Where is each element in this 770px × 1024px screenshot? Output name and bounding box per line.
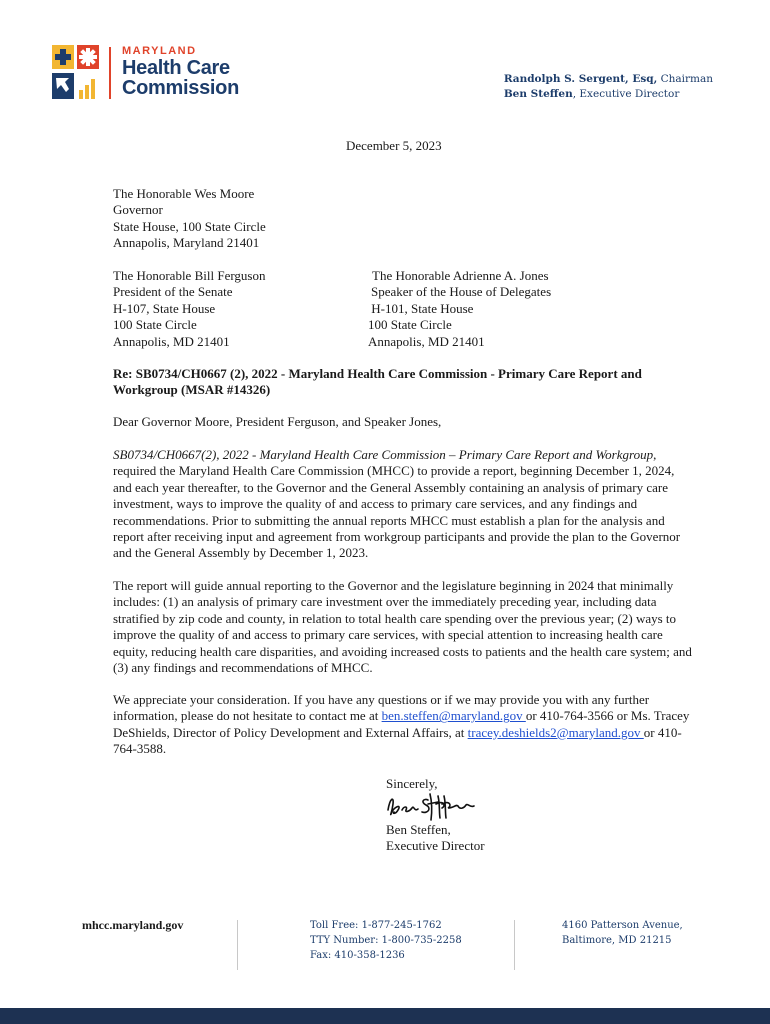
footer-divider bbox=[514, 920, 515, 970]
address-line: Speaker of the House of Delegates bbox=[371, 284, 552, 300]
address-line: Annapolis, MD 21401 bbox=[368, 333, 485, 349]
footer-bar bbox=[0, 1008, 770, 1024]
paragraph-2: The report will guide annual reporting to the Governor and the legislature beginning in 2024 that minimally includes: (1) an analysis of primary care investment over the immediately preceding year, including data stratified by zip code and county, in relation to total health care spending over the previous year; (2) ways to improve the quality of and access to primary care services, with special attention to increasing health care equity, reducing health care disparities, and avoiding increased costs to patients and the health care system; and (3) any findings and recommendations of MHCC. bbox=[113, 578, 692, 676]
mhcc-logo bbox=[52, 45, 252, 103]
footer-divider bbox=[237, 920, 238, 970]
recipient-senate bbox=[113, 268, 266, 350]
recipient-house bbox=[368, 268, 551, 350]
paragraph-3 bbox=[113, 692, 693, 758]
address-line: The Honorable Adrienne A. Jones bbox=[372, 268, 549, 283]
footer-contact bbox=[310, 918, 462, 963]
footer-address-line: 4160 Patterson Avenue, bbox=[562, 920, 683, 931]
logo-divider bbox=[109, 47, 111, 99]
address-line: State House, 100 State Circle bbox=[113, 218, 266, 234]
paragraph-3-text-b: or 410-764-3566 or Ms. Tracey DeShields, Director of Policy Development and External Affairs, at bbox=[113, 708, 690, 740]
address-line: 100 State Circle bbox=[368, 317, 452, 333]
bill-title: SB0734/CH0667(2), 2022 - Maryland Health Care Commission – Primary Care Report and Workgroup bbox=[113, 447, 654, 462]
logo-line2: Commission bbox=[122, 77, 240, 99]
address-line: H-107, State House bbox=[113, 300, 216, 316]
footer-address-line: Baltimore, MD 21215 bbox=[562, 935, 672, 946]
paragraph-1-text: , required the Maryland Health Care Commission (MHCC) to provide a report, beginning December 1, 2024, and each year thereafter, to the Governor and the General Assembly containing an analysis of primary care investment, ways to improve the quality of and access to primary care services, and any findings and recommendations. Prior to submitting the annual reports MHCC must establish a plan for the analysis and report after receiving input and agreement from workgroup participants and provide the plan to the Governor and the General Assembly by December 1, 2023. bbox=[113, 447, 681, 561]
officer-name: Randolph S. Sergent, Esq, bbox=[503, 73, 658, 85]
paragraph-3-text-c: or 410-764-3588. bbox=[113, 724, 682, 757]
mhcc-logo-mark-icon bbox=[52, 45, 100, 99]
officer-title: , Executive Director bbox=[572, 88, 680, 100]
address-line: H-101, State House bbox=[368, 300, 474, 316]
footer-toll-free: Toll Free: 1-877-245-1762 bbox=[310, 920, 442, 931]
address-line: President of the Senate bbox=[113, 284, 233, 300]
footer-address bbox=[562, 918, 683, 948]
letter-date: December 5, 2023 bbox=[346, 138, 442, 153]
logo-state: MARYLAND bbox=[122, 45, 197, 57]
closing: Sincerely, bbox=[386, 776, 438, 791]
address-line: Governor bbox=[113, 202, 163, 218]
email-link-steffen[interactable]: ben.steffen@maryland.gov bbox=[381, 708, 526, 724]
officers-block bbox=[504, 72, 713, 102]
officer-director bbox=[504, 87, 713, 102]
signer-name: Ben Steffen, bbox=[386, 822, 451, 837]
officer-name: Ben Steffen bbox=[503, 88, 573, 100]
address-line: The Honorable Bill Ferguson bbox=[113, 268, 266, 283]
footer-tty: TTY Number: 1-800-735-2258 bbox=[310, 935, 462, 946]
officer-title: Chairman bbox=[660, 73, 713, 85]
email-link-deshields[interactable]: tracey.deshields2@maryland.gov bbox=[467, 724, 644, 740]
signer-block bbox=[386, 822, 485, 855]
footer-website[interactable]: mhcc.maryland.gov bbox=[82, 918, 184, 932]
paragraph-1 bbox=[113, 447, 693, 562]
address-line: Annapolis, MD 21401 bbox=[113, 333, 230, 349]
address-line: The Honorable Wes Moore bbox=[113, 186, 255, 201]
paragraph-3-text-a: We appreciate your consideration. If you have any questions or if we may provide you with any further information, please do not hesitate to contact me at bbox=[113, 692, 650, 724]
address-line: Annapolis, Maryland 21401 bbox=[113, 235, 260, 251]
subject-line: Re: SB0734/CH0667 (2), 2022 - Maryland Health Care Commission - Primary Care Report and Workgroup (MSAR #14326) bbox=[113, 366, 642, 398]
officer-chairman bbox=[504, 72, 713, 87]
footer-fax: Fax: 410-358-1236 bbox=[310, 950, 405, 961]
recipient-governor bbox=[113, 186, 266, 252]
logo-line1: Health Care bbox=[122, 57, 230, 79]
signer-title: Executive Director bbox=[386, 838, 485, 854]
address-line: 100 State Circle bbox=[113, 317, 197, 333]
signature-icon bbox=[384, 790, 484, 822]
salutation: Dear Governor Moore, President Ferguson, and Speaker Jones, bbox=[113, 414, 442, 429]
